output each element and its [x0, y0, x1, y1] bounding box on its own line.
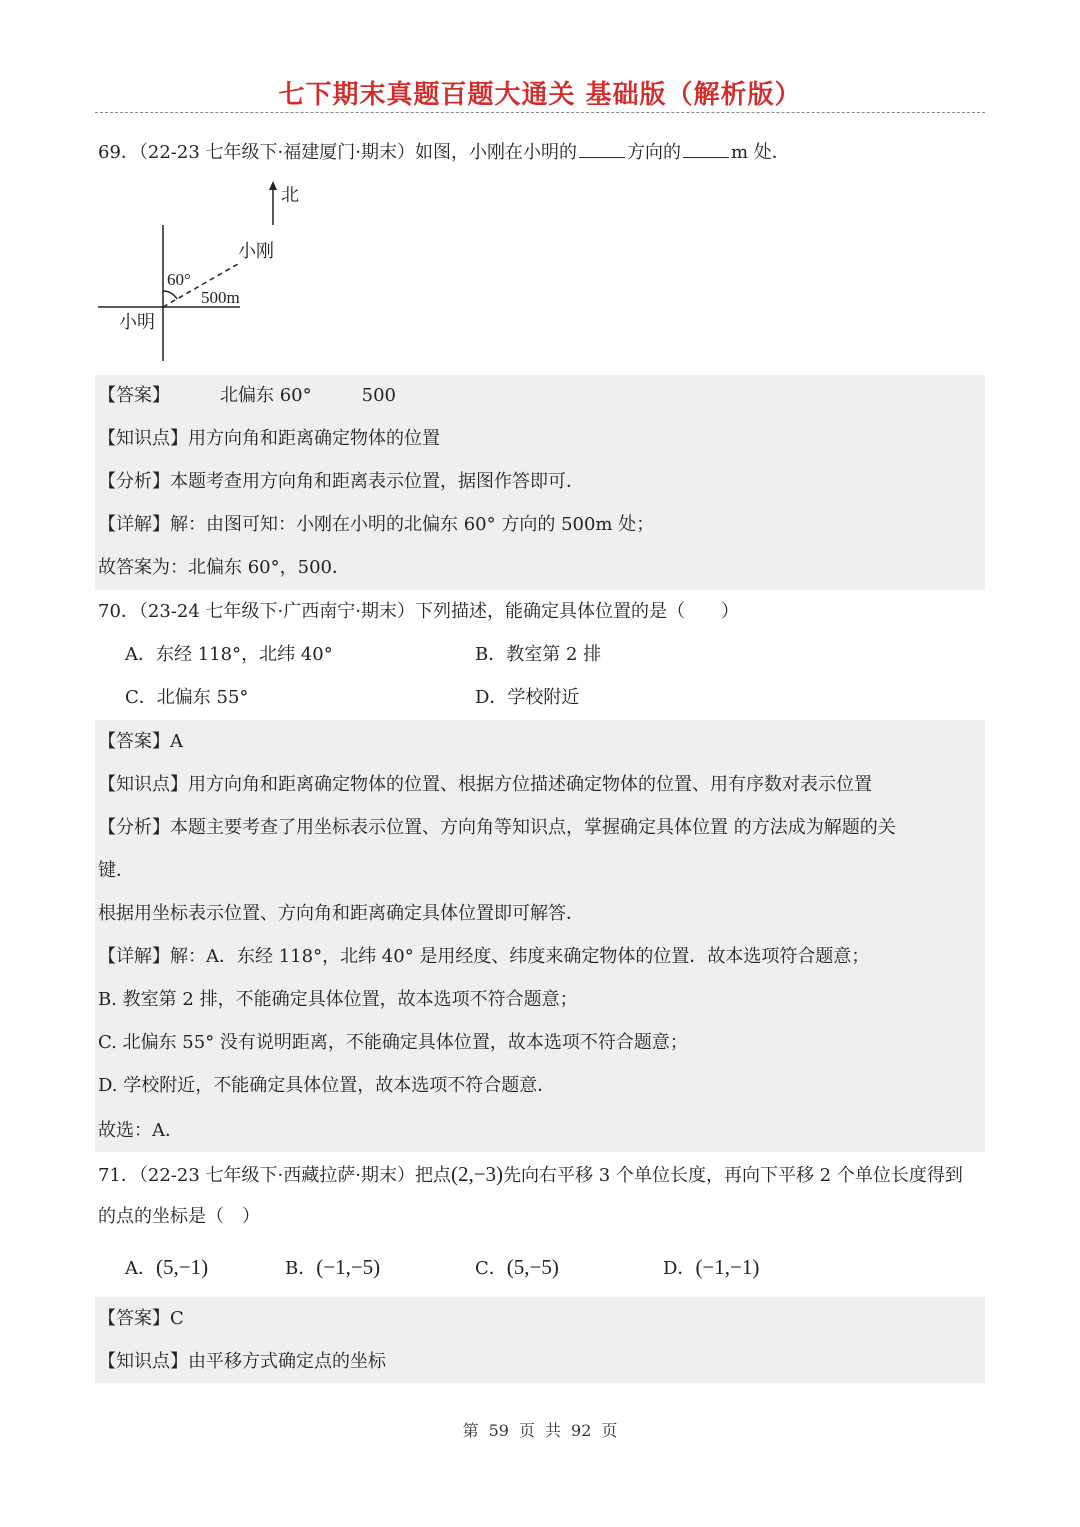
analysis-line: 键．	[98, 860, 134, 881]
detail-line: B. 教室第 2 排，不能确定具体位置，故本选项不符合题意；	[98, 989, 578, 1010]
answer-line: 【答案】A	[98, 731, 183, 752]
footer-text: 页	[601, 1421, 618, 1440]
analysis-label: 【分析】	[98, 471, 170, 492]
direction-diagram	[95, 175, 325, 375]
detail-text: 解：由图可知：小刚在小明的北偏东 60° 方向的 500m 处；	[170, 514, 655, 535]
option-d	[663, 1256, 759, 1280]
option-value: (5,−1)	[156, 1255, 209, 1279]
detail-line	[98, 514, 654, 536]
option-value: (−1,−1)	[695, 1255, 760, 1279]
answer-label: 【答案】	[98, 385, 170, 406]
answer-line: 【答案】C	[98, 1308, 184, 1329]
analysis-line	[98, 471, 584, 493]
detail-line: D. 学校附近，不能确定具体位置，故本选项不符合题意．	[98, 1075, 556, 1096]
question-70	[98, 601, 739, 623]
conclusion-line: 故答案为：北偏东 60°，500．	[98, 557, 350, 578]
question-number: 69．	[98, 142, 139, 163]
option-value: (5,−5)	[506, 1255, 559, 1279]
option-a	[125, 1256, 208, 1280]
question-source: （22-23 七年级下·西藏拉萨·期末）	[138, 1165, 415, 1186]
option-d: D．学校附近	[475, 687, 580, 708]
question-source: （22-23 七年级下·福建厦门·期末）	[138, 142, 415, 163]
question-number: 70．	[98, 601, 139, 622]
xiaoming-label: 小明	[119, 312, 155, 333]
knowledge-point-line: 【知识点】用方向角和距离确定物体的位置、根据方位描述确定物体的位置、用有序数对表示位置	[98, 774, 872, 795]
answer-blank-2	[683, 141, 729, 158]
option-letter: C．	[475, 1258, 507, 1279]
footer-text: 页	[518, 1421, 535, 1440]
xiaogang-label: 小刚	[238, 241, 274, 262]
distance-label: 500m	[201, 288, 240, 307]
detail-line: 【详解】解：A．东经 118°，北纬 40° 是用经度、纬度来确定物体的位置．故本选项符合题意；	[98, 946, 870, 967]
kp-label: 【知识点】	[98, 428, 188, 449]
analysis-text: 本题考查用方向角和距离表示位置，据图作答即可．	[170, 471, 584, 492]
option-letter: B．	[285, 1258, 317, 1279]
option-c	[475, 1256, 559, 1280]
detail-line: C. 北偏东 55° 没有说明距离，不能确定具体位置，故本选项不符合题意；	[98, 1032, 688, 1053]
option-c: C．北偏东 55°	[125, 687, 249, 708]
answer-value-2: 500	[361, 385, 396, 406]
answer-blank-1	[579, 141, 625, 158]
kp-text: 用方向角和距离确定物体的位置	[188, 428, 440, 449]
north-label: 北	[281, 185, 299, 206]
question-text: m 处．	[730, 142, 790, 163]
question-source: （23-24 七年级下·广西南宁·期末）	[138, 601, 415, 622]
option-b: B．教室第 2 排	[475, 644, 602, 665]
conclusion-line: 故选：A．	[98, 1120, 183, 1141]
question-text-continued: 的点的坐标是（ ）	[98, 1206, 260, 1227]
answer-line	[98, 385, 396, 407]
footer-text: 共	[545, 1421, 562, 1440]
question-text: 下列描述，能确定具体位置的是（ ）	[414, 601, 739, 622]
option-value: (−1,−5)	[316, 1255, 381, 1279]
question-69	[98, 141, 790, 164]
north-arrow-head	[269, 181, 277, 190]
question-text: 方向的	[626, 142, 681, 163]
detail-label: 【详解】	[98, 514, 170, 535]
page-footer	[0, 1418, 1080, 1441]
knowledge-point-line	[98, 428, 440, 450]
answer-value-1: 北偏东 60°	[220, 385, 312, 406]
title-divider	[95, 112, 985, 113]
total-pages: 92	[571, 1421, 592, 1440]
point-coordinate: (2,−3)	[450, 1162, 504, 1186]
angle-arc	[163, 291, 177, 299]
question-number: 71．	[98, 1165, 139, 1186]
footer-text: 第	[462, 1421, 479, 1440]
option-letter: A．	[125, 1258, 156, 1279]
knowledge-point-line: 【知识点】由平移方式确定点的坐标	[98, 1351, 386, 1372]
question-text: 把点	[414, 1165, 451, 1186]
option-b	[285, 1256, 380, 1280]
page-title: 七下期末真题百题大通关 基础版（解析版）	[278, 80, 802, 110]
question-text: 如图，小刚在小明的	[414, 142, 577, 163]
option-letter: D．	[663, 1258, 696, 1279]
option-a: A．东经 118°，北纬 40°	[125, 644, 333, 665]
analysis-line: 【分析】本题主要考查了用坐标表示位置、方向角等知识点，掌握确定具体位置 的方法成为解题的关	[98, 817, 896, 838]
question-71	[98, 1163, 963, 1187]
question-text: 先向右平移 3 个单位长度，再向下平移 2 个单位长度得到	[503, 1165, 963, 1186]
page-number: 59	[488, 1421, 509, 1440]
analysis-line: 根据用坐标表示位置、方向角和距离确定具体位置即可解答．	[98, 903, 584, 924]
angle-label: 60°	[167, 270, 191, 289]
